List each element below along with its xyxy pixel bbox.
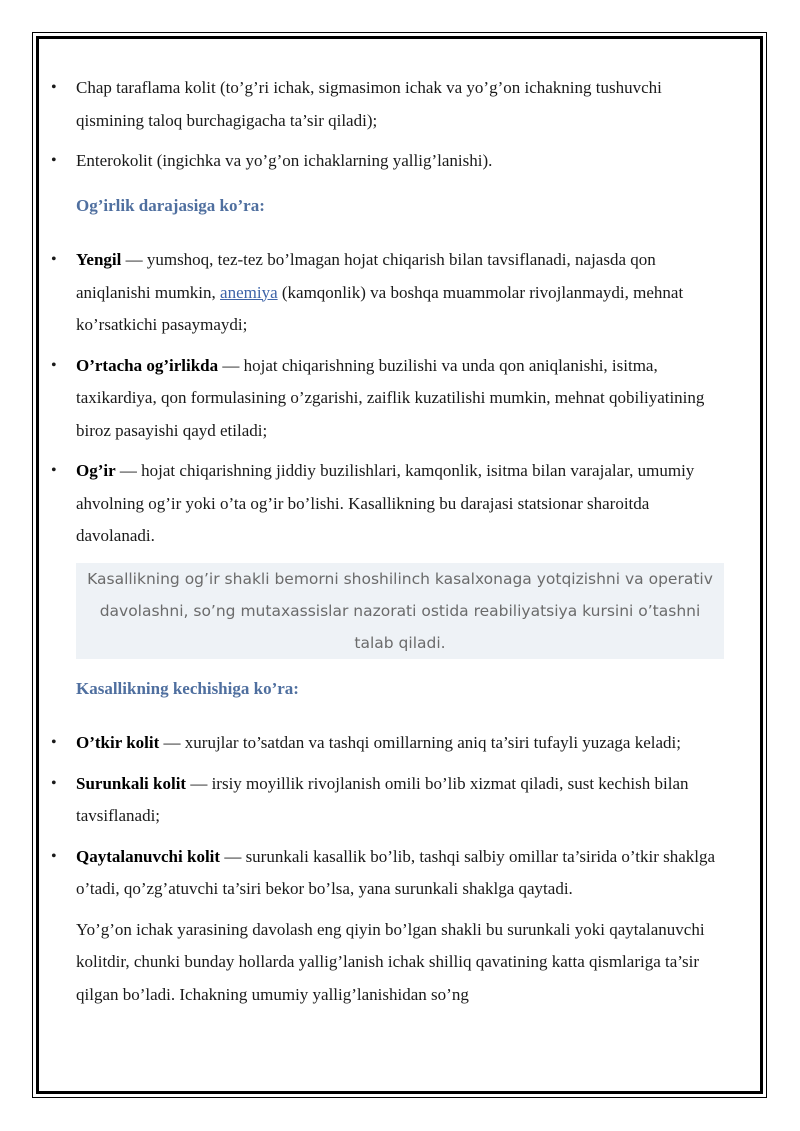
acute-text: — xurujlar to’satdan va tashqi omillarning aniq ta’siri tufayli yuzaga keladi;: [159, 733, 681, 752]
anemia-link[interactable]: anemiya: [220, 282, 278, 302]
list-item-severe: [50, 455, 730, 553]
severe-text: — hojat chiqarishning jiddiy buzilishlari, kamqonlik, isitma bilan varajalar, umumiy ahvolning og’ir yoki o’ta og’ir bo’lishi. Kasallikning bu darajasi statsionar sharoitda davolanadi.: [76, 461, 695, 545]
course-list: [50, 727, 730, 906]
closing-paragraph: Yo’g’on ichak yarasining davolash eng qiyin bo’lgan shakli bu surunkali yoki qaytalanuvchi kolitdir, chunki bunday hollarda yallig’lanish ichak shilliq qavatining katta qismlariga ta’sir qilgan bo’ladi. Ichakning umumiy yallig’lanishidan so’ng: [76, 919, 705, 1004]
colitis-location-list: [50, 72, 730, 178]
list-item: [50, 145, 730, 178]
severity-list: [50, 244, 730, 553]
list-item: [50, 72, 730, 137]
list-item-text: Chap taraflama kolit (to’g’ri ichak, sigmasimon ichak va yo’g’on ichakning tushuvchi qismining taloq burchagigacha ta’sir qiladi);: [76, 78, 662, 130]
chronic-text: — irsiy moyillik rivojlanish omili bo’lib xizmat qiladi, sust kechish bilan tavsiflanadi;: [76, 773, 689, 825]
list-item-text: Enterokolit (ingichka va yo’g’on ichaklarning yallig’lanishi).: [76, 151, 493, 170]
mild-text-after: (kamqonlik) va boshqa muammolar rivojlanmaydi, mehnat ko’rsatkichi pasaymaydi;: [76, 282, 684, 334]
section-heading-severity: Og’irlik darajasiga ko’ra:: [76, 195, 265, 215]
term-acute: O’tkir kolit: [76, 733, 160, 752]
term-moderate: O’rtacha og’irlikda: [76, 355, 219, 375]
term-recurrent: Qaytalanuvchi kolit: [76, 846, 221, 866]
section-heading-course: Kasallikning kechishiga ko’ra:: [76, 678, 299, 698]
term-chronic: Surunkali kolit: [76, 773, 187, 793]
list-item-chronic: [50, 768, 730, 833]
term-mild: Yengil: [76, 250, 122, 269]
list-item-acute: [50, 727, 730, 760]
highlight-quote: Kasallikning og’ir shakli bemorni shoshilinch kasalxonaga yotqizishni va operativ davolashni, so’ng mutaxassislar nazorati ostida reabiliyatsiya kursini o’tashni talab qiladi.: [76, 563, 724, 659]
recurrent-text: — surunkali kasallik bo’lib, tashqi salbiy omillar ta’sirida o’tkir shaklga o’tadi, qo’zg’atuvchi ta’siri bekor bo’lsa, yana surunkali shaklga qaytadi.: [76, 846, 716, 898]
list-item-moderate: [50, 350, 730, 448]
mild-text-before: — yumshoq, tez-tez bo’lmagan hojat chiqarish bilan tavsiflanadi, najasda qon aniqlanishi mumkin,: [76, 250, 656, 302]
list-item-recurrent: [50, 841, 730, 906]
term-severe: Og’ir: [76, 461, 116, 480]
list-item-mild: [50, 244, 730, 342]
document-body: [50, 72, 730, 1011]
moderate-text: — hojat chiqarishning buzilishi va unda qon aniqlanishi, isitma, taxikardiya, qon formulasining o’zgarishi, zaiflik kuzatilishi mumkin, mehnat qobiliyatining biroz pasayishi qayd etiladi;: [76, 355, 705, 440]
